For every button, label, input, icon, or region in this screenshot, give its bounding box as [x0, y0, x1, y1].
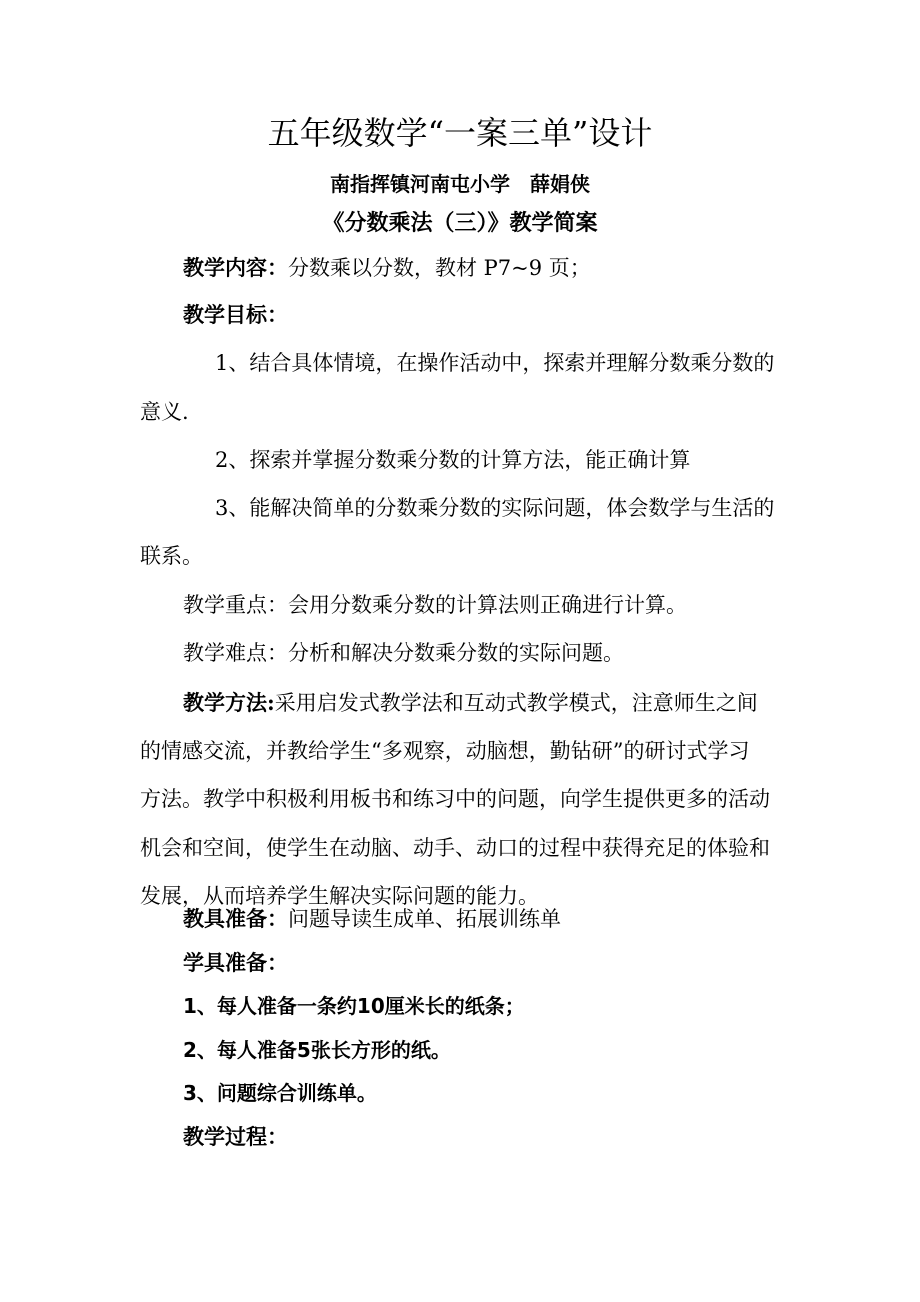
method-line-3: 方法。教学中积极利用板书和练习中的问题，向学生提供更多的活动: [140, 787, 770, 811]
teacher-prep-row: [183, 905, 561, 933]
student-prep-label: 学具准备：: [183, 950, 288, 975]
teacher-prep-label: 教具准备：: [183, 906, 288, 931]
objective-3-line-1: 3、能解决简单的分数乘分数的实际问题，体会数学与生活的: [215, 496, 775, 520]
teaching-content-text: 分数乘以分数，教材 P7~9 页；: [288, 256, 591, 280]
author-line: 南指挥镇河南屯小学 薛娟侠: [330, 172, 590, 196]
method-line-5: 发展，从而培养学生解决实际问题的能力。: [140, 884, 539, 908]
method-line-4: 机会和空间，使学生在动脑、动手、动口的过程中获得充足的体验和: [140, 836, 770, 860]
student-prep-item-3: 3、问题综合训练单。: [183, 1081, 377, 1105]
teacher-prep-text: 问题导读生成单、拓展训练单: [288, 907, 561, 931]
method-line-2: 的情感交流，并教给学生“多观察，动脑想，勤钻研”的研讨式学习: [140, 739, 750, 763]
method-text-1: 采用启发式教学法和互动式教学模式，注意师生之间: [274, 691, 758, 715]
key-point: 教学重点：会用分数乘分数的计算法则正确进行计算。: [183, 593, 687, 617]
method-label: 教学方法:: [183, 690, 275, 715]
page-title: 五年级数学“一案三单”设计: [267, 114, 653, 152]
student-prep-item-2: 2、每人准备5张长方形的纸。: [183, 1038, 451, 1062]
objective-1-line-2: 意义.: [140, 400, 189, 424]
objective-1-line-1: 1、结合具体情境，在操作活动中，探索并理解分数乘分数的: [215, 351, 775, 375]
teaching-content-label: 教学内容：: [183, 255, 288, 280]
objective-2: 2、探索并掌握分数乘分数的计算方法，能正确计算: [215, 448, 691, 472]
difficulty: 教学难点：分析和解决分数乘分数的实际问题。: [183, 641, 624, 665]
objectives-label: 教学目标：: [183, 302, 288, 327]
method-line-1: [183, 689, 758, 717]
process-label: 教学过程：: [183, 1124, 288, 1149]
doc-title: 《分数乘法（三）》教学简案: [322, 210, 598, 236]
teaching-content: [183, 254, 591, 282]
student-prep-item-1: 1、每人准备一条约10厘米长的纸条；: [183, 994, 525, 1018]
objective-3-line-2: 联系。: [140, 544, 203, 568]
